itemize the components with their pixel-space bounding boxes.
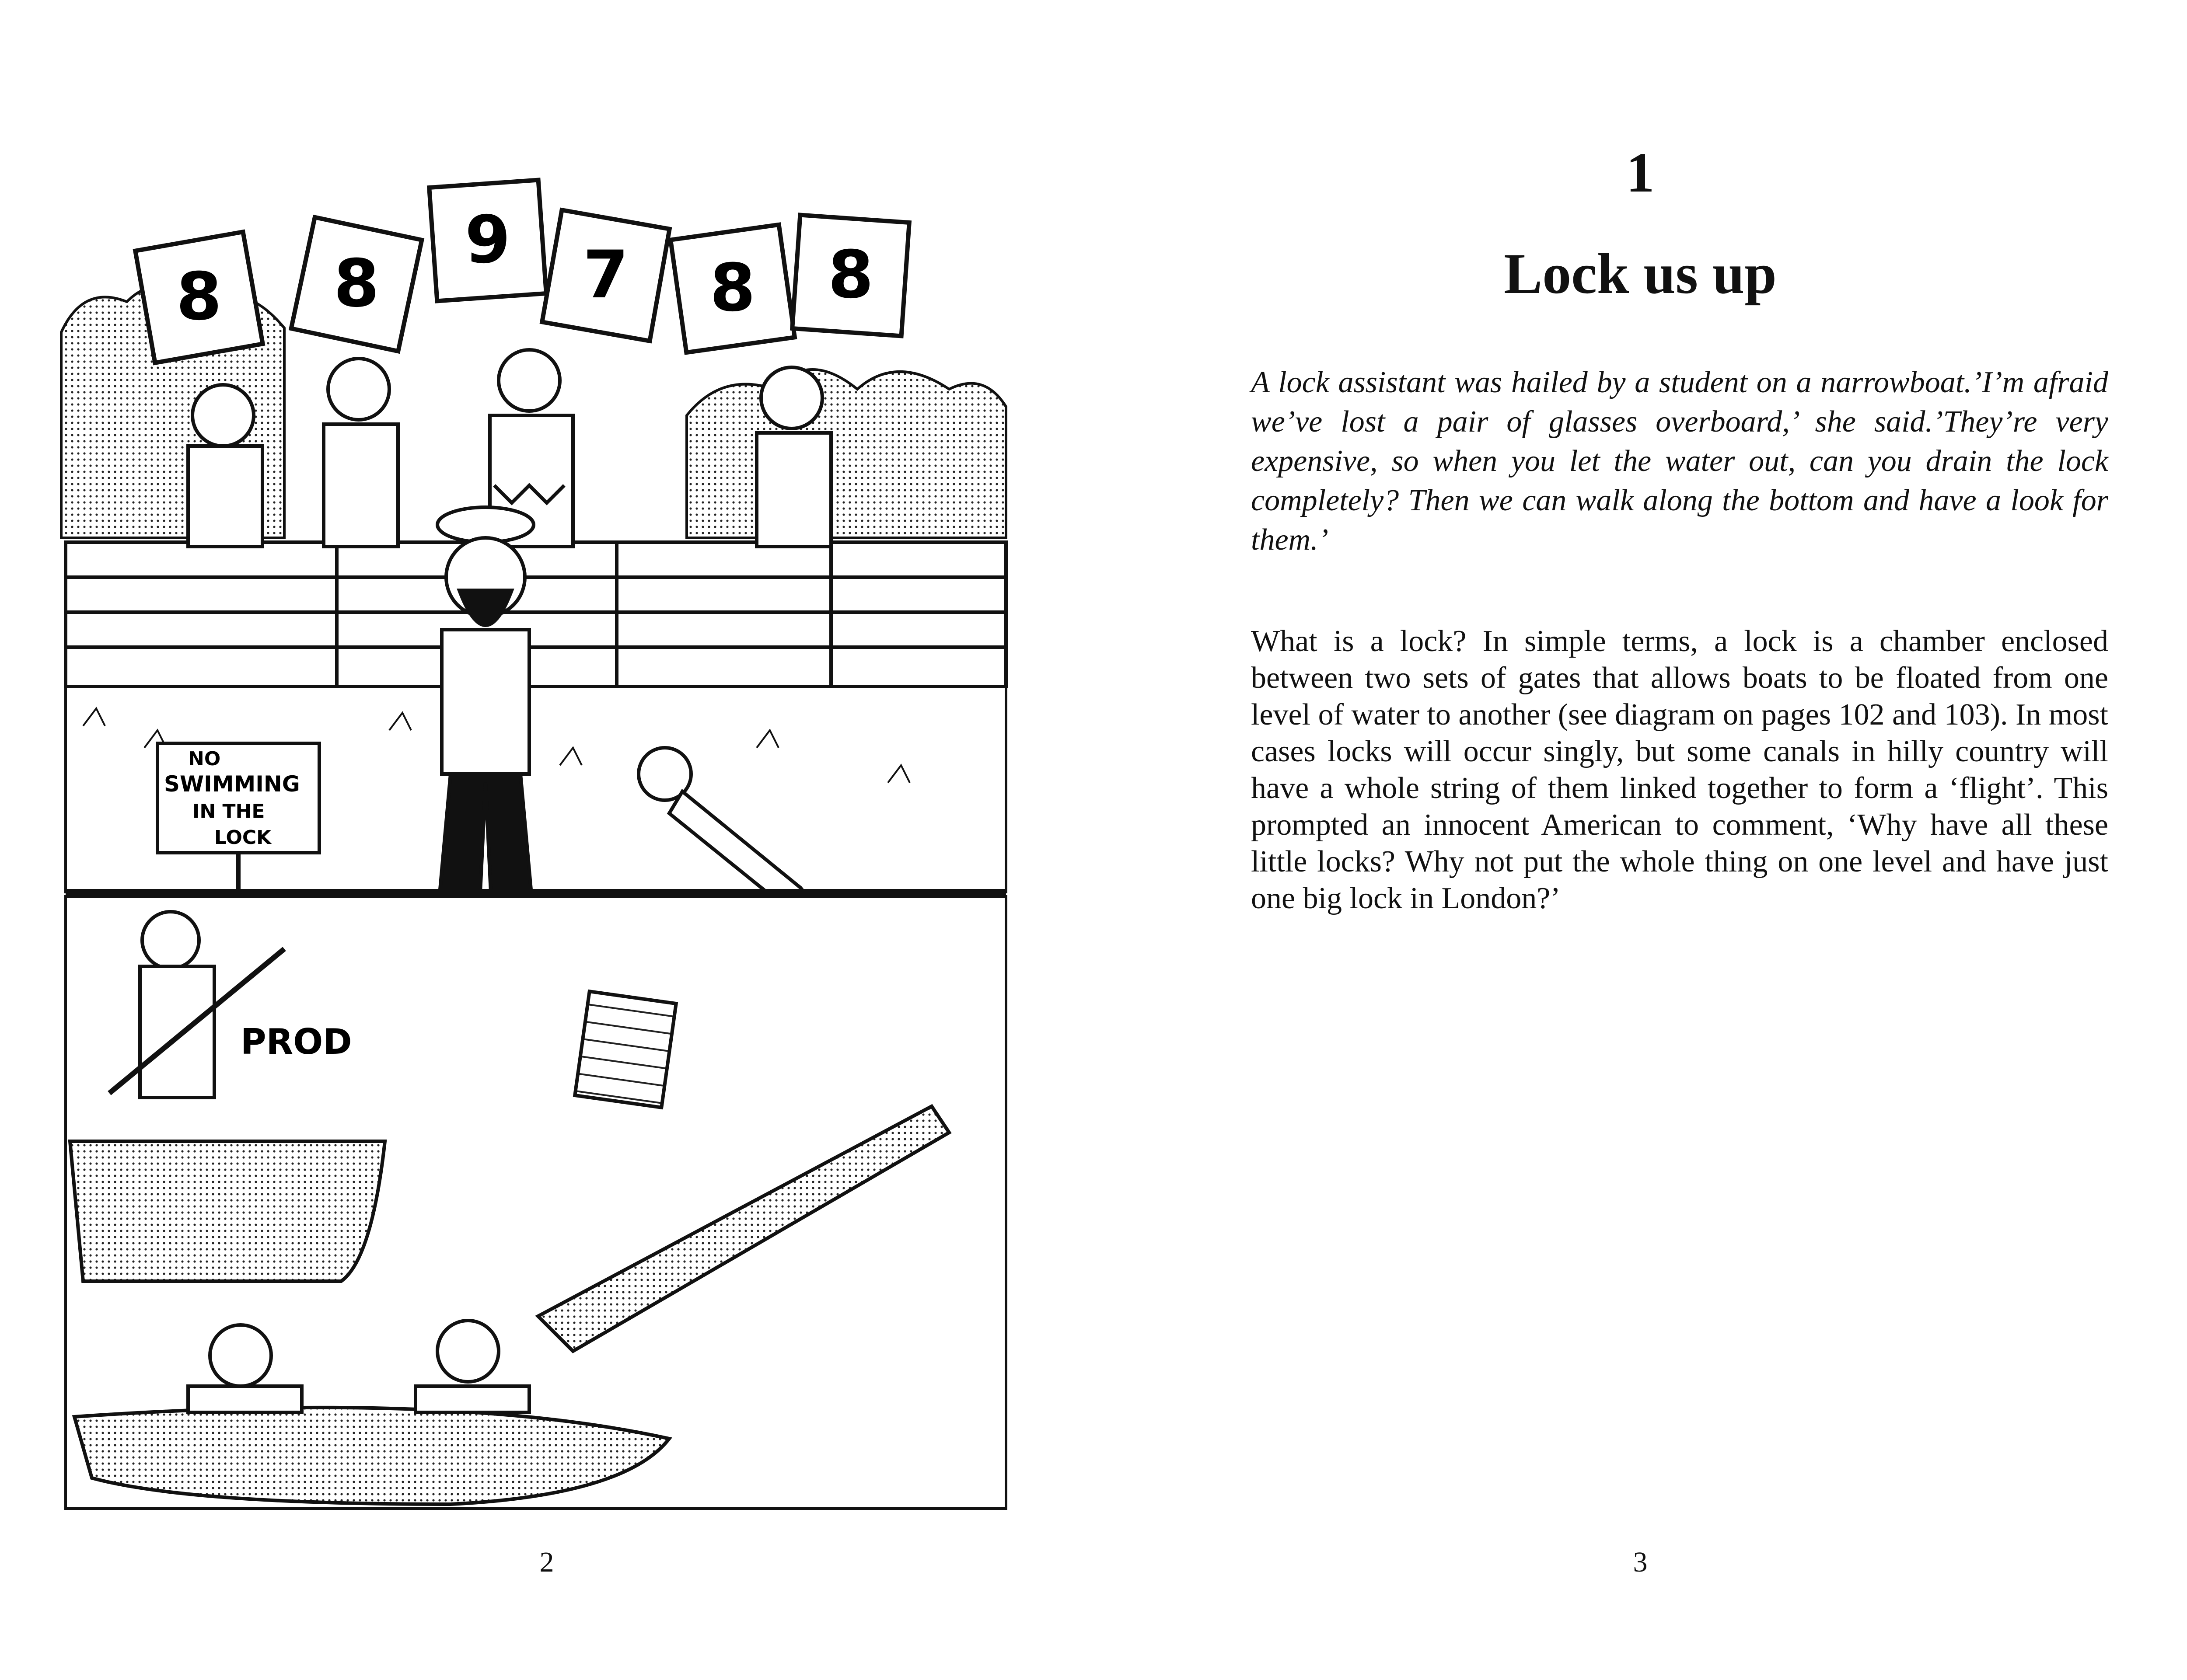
score-card-5 <box>792 215 909 336</box>
sign-line-4: LOCK <box>214 826 272 849</box>
chapter-number: 1 <box>1626 141 1655 204</box>
bush-background-right <box>687 369 1006 538</box>
chapter-title: Lock us up <box>1504 241 1777 306</box>
lock-diving-cartoon <box>57 144 1015 1517</box>
score-card-3 <box>542 210 669 341</box>
hamper <box>575 991 676 1107</box>
score-card-2 <box>429 180 546 301</box>
epigraph-anecdote: A lock assistant was hailed by a student on a narrowboat.’I’m afraid we’ve lost a pair of glasses overboard,’ she said.’They’re very expensive, so when you let the water out, can you drain the lock completely? Then we can walk along the bottom and have a look for them.’ <box>1251 366 2108 557</box>
narrowboat-left <box>70 1141 385 1281</box>
score-card-5-digit: 8 <box>828 237 874 313</box>
right-page <box>1094 0 2187 1680</box>
score-card-3-digit: 7 <box>583 237 629 313</box>
sign-line-2: SWIMMING <box>164 771 300 797</box>
score-card-2-digit: 9 <box>465 202 511 278</box>
lock-diving-illustration <box>57 144 1015 1517</box>
page-number-left: 2 <box>539 1546 554 1578</box>
sign-line-3: IN THE <box>192 800 265 823</box>
sign-line-1: NO <box>188 748 221 770</box>
score-card-0 <box>135 232 262 362</box>
score-card-1 <box>291 217 422 351</box>
page-number-right: 3 <box>1633 1546 1648 1578</box>
body-paragraph: What is a lock? In simple terms, a lock is a chamber enclosed between two sets of gates that allows boats to be floated from one level of water to another (see diagram on pages 102 and 103). In most cases locks will occur singly, but some canals in hilly country will have a whole string of them linked together to form a ‘flight’. This prompted an innocent American to comment, ‘Why have all these little locks? Why not put the whole thing on one level and have just one big lock in London?’ <box>1251 624 2108 915</box>
prod-sound-effect: PROD <box>241 1021 352 1062</box>
score-card-4 <box>671 225 795 352</box>
score-card-0-digit: 8 <box>176 259 222 335</box>
score-card-1-digit: 8 <box>333 246 380 322</box>
score-card-4-digit: 8 <box>709 250 756 326</box>
